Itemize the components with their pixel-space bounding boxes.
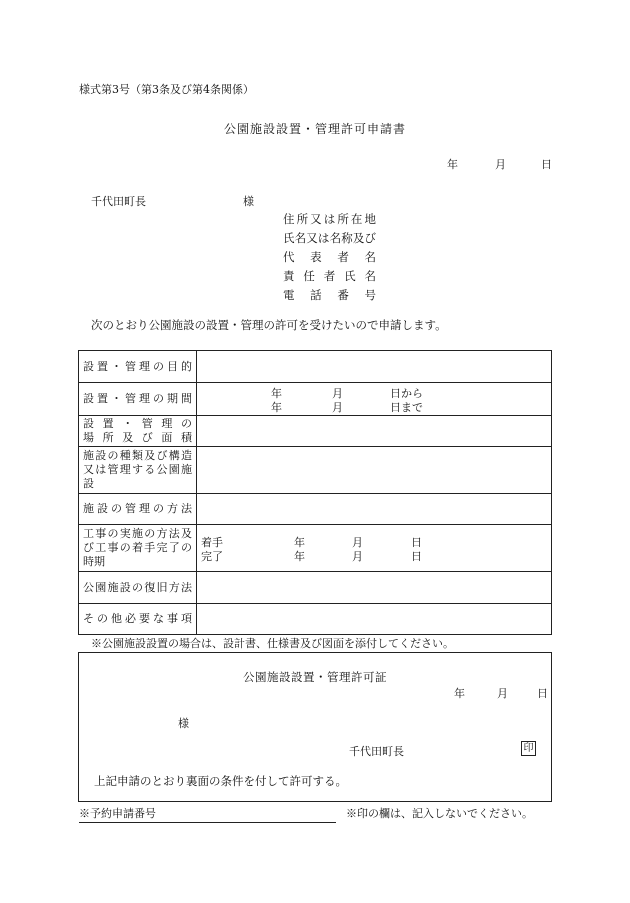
date-year-label: 年 (447, 158, 458, 171)
table-row (79, 525, 552, 572)
reservation-number-field[interactable]: ※予約申請番号 (79, 805, 336, 823)
table-row (79, 383, 552, 416)
permit-honorific: 様 (178, 717, 189, 730)
management-method-label: 施設の管理の方法 (79, 494, 197, 525)
table-row (79, 447, 552, 494)
table-row (79, 604, 552, 635)
construction-label: 工事の実施の方法及 び工事の着手完了の 時期 (79, 525, 197, 572)
date-month-label: 月 (495, 158, 506, 171)
period-to-year: 年 (271, 401, 282, 414)
construction-start-month: 月 (352, 536, 363, 549)
footer-note: ※印の欄は、記入しないでください。 (346, 807, 533, 820)
date-day-label: 日 (541, 158, 552, 171)
intro-text: 次のとおり公園施設の設置・管理の許可を受けたいので申請します。 (91, 318, 447, 332)
permit-month-label: 月 (497, 687, 508, 700)
location-area-label: 設置・管理の 場所及び面積 (79, 416, 197, 447)
attachment-note: ※公園施設設置の場合は、設計書、仕様書及び図面を添付してください。 (91, 637, 454, 650)
construction-end-month: 月 (352, 550, 363, 563)
permit-day-label: 日 (537, 687, 548, 700)
restoration-field[interactable] (197, 572, 552, 604)
form-number: 様式第3号（第3条及び第4条関係） (79, 83, 254, 96)
construction-end-year: 年 (294, 550, 305, 563)
period-label: 設置・管理の期間 (79, 383, 197, 416)
purpose-field[interactable] (197, 351, 552, 383)
applicant-representative-label: 代表者名 (283, 250, 376, 264)
other-matters-field[interactable] (197, 604, 552, 635)
construction-start-year: 年 (294, 536, 305, 549)
table-row (79, 572, 552, 604)
construction-field[interactable] (197, 525, 552, 572)
restoration-label: 公園施設の復旧方法 (79, 572, 197, 604)
document-title: 公園施設設置・管理許可申請書 (223, 122, 406, 136)
period-to-month: 月 (332, 401, 343, 414)
applicant-phone-label: 電話番号 (283, 288, 376, 302)
construction-end-day: 日 (411, 550, 422, 563)
permit-box (78, 652, 552, 802)
period-from-day: 日から (390, 387, 423, 400)
addressee-honorific: 様 (243, 195, 254, 208)
permit-year-label: 年 (454, 687, 465, 700)
period-from-year: 年 (271, 387, 282, 400)
period-from-month: 月 (332, 387, 343, 400)
permit-issuer: 千代田町長 (349, 745, 404, 758)
permit-title: 公園施設設置・管理許可証 (243, 670, 387, 684)
applicant-name-label: 氏名又は名称及び (283, 231, 376, 245)
facility-type-field[interactable] (197, 447, 552, 494)
construction-end-label: 完了 (201, 550, 223, 563)
construction-start-day: 日 (411, 536, 422, 549)
location-area-field[interactable] (197, 416, 552, 447)
management-method-field[interactable] (197, 494, 552, 525)
construction-start-label: 着手 (201, 536, 223, 549)
purpose-label: 設置・管理の目的 (79, 351, 197, 383)
seal-stamp-box: 印 (521, 741, 536, 756)
table-row (79, 416, 552, 447)
other-matters-label: その他必要な事項 (79, 604, 197, 635)
table-row (79, 351, 552, 383)
period-field[interactable] (197, 383, 552, 416)
permit-statement: 上記申請のとおり裏面の条件を付して許可する。 (94, 774, 347, 788)
table-row (79, 494, 552, 525)
applicant-fields (283, 210, 376, 305)
applicant-responsible-label: 責任者氏名 (283, 269, 376, 283)
facility-type-label: 施設の種類及び構造 又は管理する公園施 設 (79, 447, 197, 494)
application-table (78, 350, 552, 635)
period-to-day: 日まで (390, 401, 423, 414)
addressee-name: 千代田町長 (91, 195, 146, 208)
applicant-address-label: 住所又は所在地 (283, 212, 376, 226)
